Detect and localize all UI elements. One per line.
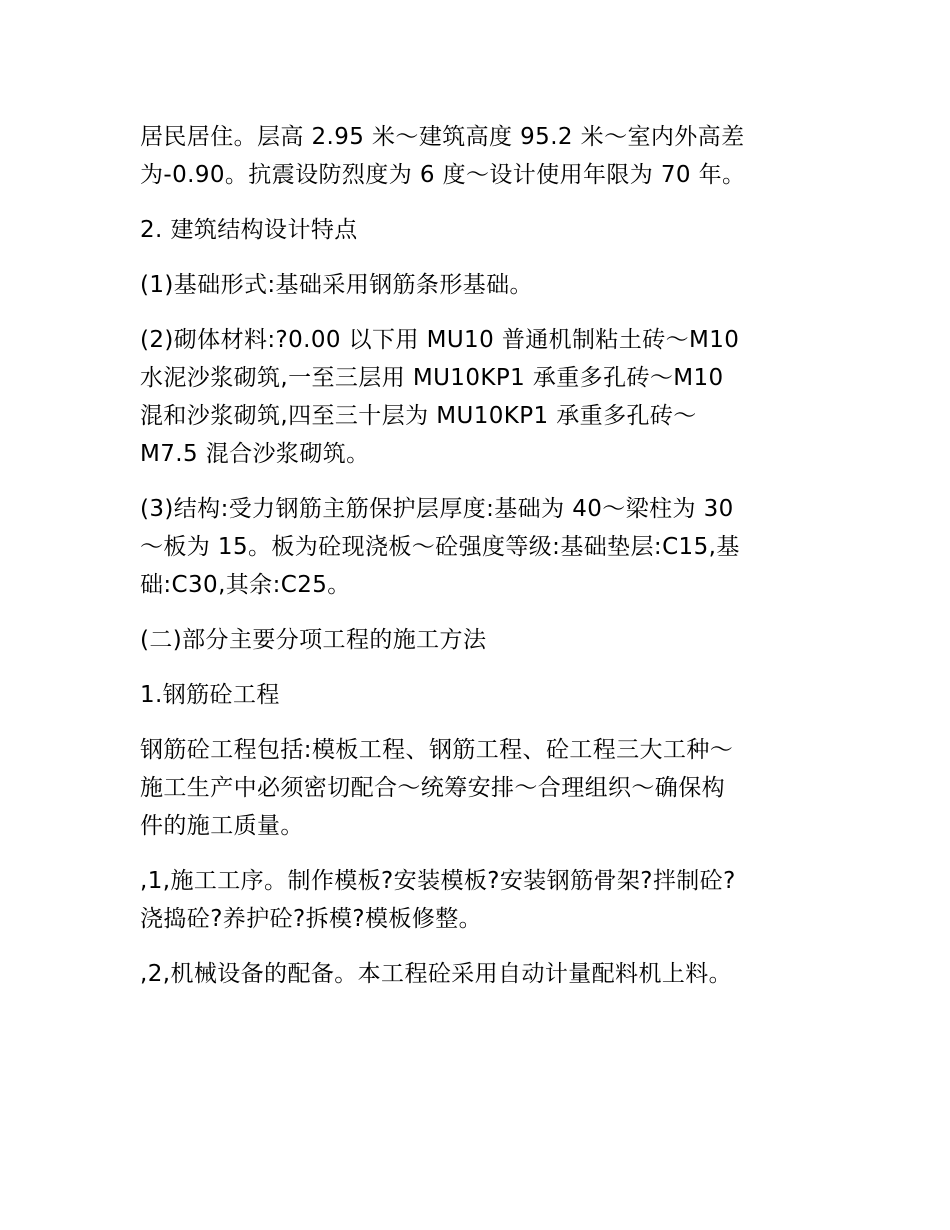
paragraph-construction-sequence (140, 862, 820, 938)
text-line: ,1,施工工序。制作模板?安装模板?安装钢筋骨架?拌制砼? (140, 868, 736, 894)
text-line: (1)基础形式:基础采用钢筋条形基础。 (140, 272, 533, 298)
paragraph-masonry-materials (140, 321, 820, 473)
subsection-heading-reinforced-concrete (140, 676, 820, 714)
section-heading-structure-features (140, 211, 820, 249)
document-page (140, 118, 820, 1010)
section-heading-construction-methods (140, 621, 820, 659)
text-line: 件的施工质量。 (140, 813, 304, 839)
text-line: 浇捣砼?养护砼?拆模?模板修整。 (140, 906, 483, 932)
text-line: 钢筋砼工程包括:模板工程、钢筋工程、砼工程三大工种～ (140, 737, 734, 763)
text-line: 居民居住。层高 2.95 米～建筑高度 95.2 米～室内外高差 (140, 124, 745, 150)
paragraph-concrete-work-scope (140, 731, 820, 845)
paragraph-building-overview (140, 118, 820, 194)
text-line: ,2,机械设备的配备。本工程砼采用自动计量配料机上料。 (140, 961, 733, 987)
text-line: 混和沙浆砌筑,四至三十层为 MU10KP1 承重多孔砖～ (140, 403, 697, 429)
paragraph-equipment (140, 955, 820, 993)
text-line: ～板为 15。板为砼现浇板～砼强度等级:基础垫层:C15,基 (140, 534, 740, 560)
text-line: 水泥沙浆砌筑,一至三层用 MU10KP1 承重多孔砖～M10 (140, 365, 724, 391)
paragraph-structure-cover (140, 490, 820, 604)
text-line: (3)结构:受力钢筋主筋保护层厚度:基础为 40～梁柱为 30 (140, 496, 734, 522)
paragraph-foundation-type (140, 266, 820, 304)
text-line: 础:C30,其余:C25。 (140, 572, 351, 598)
text-line: M7.5 混合沙浆砌筑。 (140, 441, 370, 467)
text-line: 1.钢筋砼工程 (140, 682, 280, 708)
text-line: (二)部分主要分项工程的施工方法 (140, 627, 487, 653)
text-line: (2)砌体材料:?0.00 以下用 MU10 普通机制粘土砖～M10 (140, 327, 740, 353)
text-line: 2. 建筑结构设计特点 (140, 217, 358, 243)
text-line: 施工生产中必须密切配合～统筹安排～合理组织～确保构 (140, 775, 725, 801)
text-line: 为-0.90。抗震设防烈度为 6 度～设计使用年限为 70 年。 (140, 162, 746, 188)
